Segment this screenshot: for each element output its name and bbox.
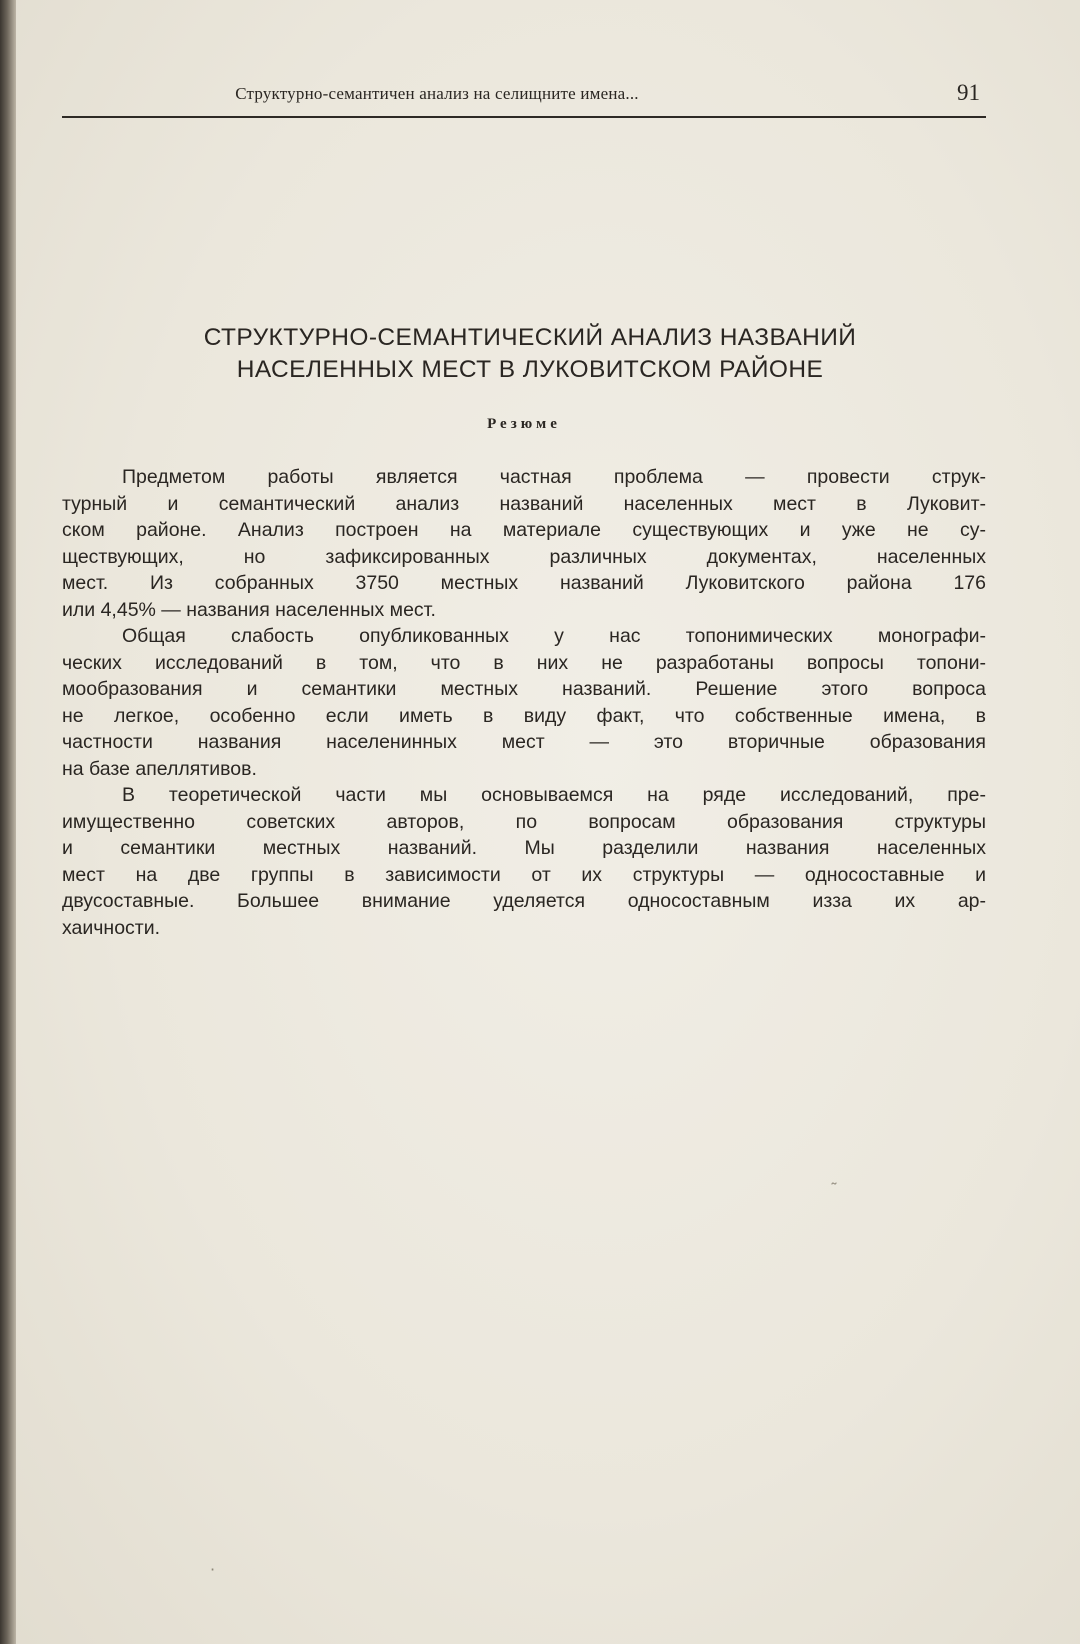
running-title: Структурно-семантичен анализ на селищните имена... [235, 84, 639, 103]
text-line: ществующих, но зафиксированных различных документах, населенных [62, 545, 986, 568]
text-line: ческих исследований в том, что в них не разработаны вопросы топони- [62, 651, 986, 674]
text-line: на базе апеллятивов. [62, 757, 257, 780]
text-line: хаичности. [62, 916, 161, 939]
text-line: ском районе. Анализ построен на материале существующих и уже не су- [62, 519, 986, 541]
text-line: турный и семантический анализ названий населенных мест в Луковит- [62, 492, 986, 515]
text-line: частности названия населенинных мест — это вторичные образования [62, 731, 986, 753]
paragraph [62, 464, 986, 623]
text-line: Общая слабость опубликованных у нас топонимических монографи- [122, 625, 986, 647]
paragraph [62, 623, 986, 782]
text-line: В теоретической части мы основываемся на ряде исследований, пре- [122, 784, 986, 806]
text-line: имущественно советских авторов, по вопросам образования структуры [62, 810, 986, 833]
text-line: не легкое, особенно если иметь в виду факт, что собственные имена, в [62, 704, 986, 727]
article-title-line: СТРУКТУРНО-СЕМАНТИЧЕСКИЙ АНАЛИЗ НАЗВАНИЙ [203, 324, 857, 351]
article-title [110, 322, 950, 386]
summary-label: Резюме [487, 416, 561, 432]
ink-speck: · [210, 1560, 216, 1579]
article-body [62, 464, 986, 941]
text-line: и семантики местных названий. Мы разделили названия населенных [62, 837, 986, 859]
text-line: Предметом работы является частная проблема — провести струк- [122, 466, 986, 488]
header-rule [62, 116, 986, 118]
text-line: мообразования и семантики местных названий. Решение этого вопроса [62, 678, 986, 700]
text-line: двусоставные. Большее внимание уделяется односоставным изза их ар- [62, 890, 986, 912]
text-line: или 4,45% — названия населенных мест. [62, 598, 436, 621]
article-title-line: НАСЕЛЕННЫХ МЕСТ В ЛУКОВИТСКОМ РАЙОНЕ [236, 356, 824, 383]
text-line: мест. Из собранных 3750 местных названий Луковитского района 176 [62, 572, 986, 594]
ink-speck: ˜ [830, 1180, 838, 1199]
book-binding-edge [0, 0, 16, 1644]
running-header [62, 80, 986, 116]
paragraph [62, 782, 986, 941]
text-line: мест на две группы в зависимости от их структуры — односоставные и [62, 863, 986, 886]
page-number: 91 [957, 80, 980, 105]
